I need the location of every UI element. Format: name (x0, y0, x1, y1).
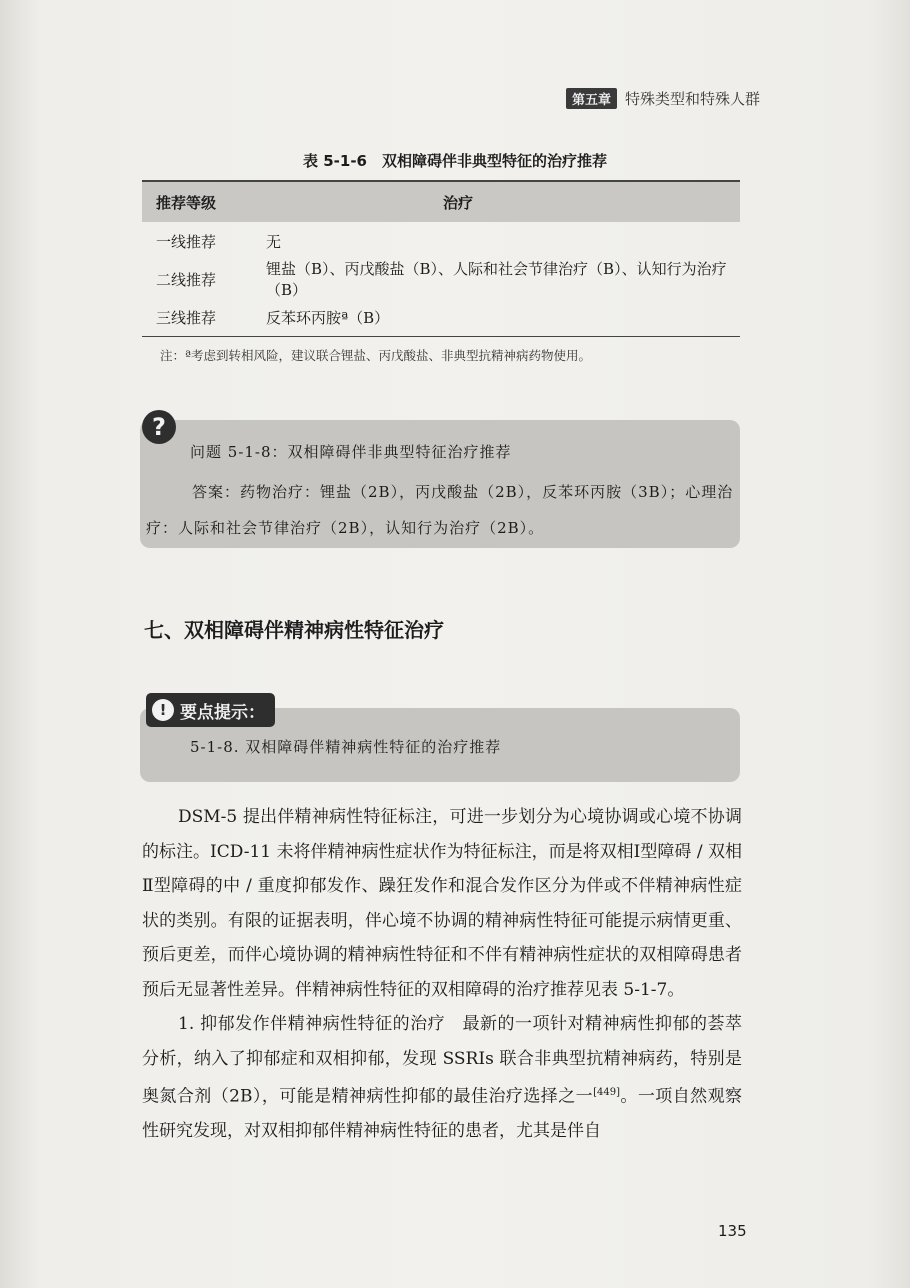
body-paragraph: DSM-5 提出伴精神病性特征标注，可进一步划分为心境协调或心境不协调的标注。ICD-11 未将伴精神病性症状作为特征标注，而是将双相Ⅰ型障碍 / 双相Ⅱ型障碍的中 / 重度抑郁发作、躁狂发作和混合发作区分为伴或不伴精神病性症状的类别。有限的证据表明，伴心境不协调的精神病性特征可能提示病情更重、预后更差，而伴心境协调的精神病性特征和不伴有精神病性症状的双相障碍患者预后无显著性差异。伴精神病性特征的双相障碍的治疗推荐见表 5-1-7。 (142, 807, 742, 1000)
chapter-tag: 第五章 (566, 88, 617, 109)
key-points-tag (146, 693, 275, 727)
table-cell-treatment: 无 (266, 232, 282, 251)
table-header-level: 推荐等级 (156, 193, 217, 212)
table-cell-level: 三线推荐 (156, 308, 217, 327)
paragraph-text: 。一项自然观察性研究发现，对双相抑郁伴精神病性特征的患者，尤其是伴自 (142, 1086, 743, 1142)
page-number: 135 (718, 1222, 747, 1240)
question-answer: 答案：药物治疗：锂盐（2B），丙戊酸盐（2B），反苯环丙胺（3B）；心理治疗：人际和社会节律治疗（2B），认知行为治疗（2B）。 (146, 483, 734, 537)
section-title: 七、双相障碍伴精神病性特征治疗 (144, 618, 444, 642)
question-mark-icon: ? (142, 410, 176, 444)
table-cell-level: 二线推荐 (156, 270, 217, 289)
table-caption: 表 5-1-6 双相障碍伴非典型特征的治疗推荐 (303, 152, 607, 170)
question-title: 问题 5-1-8：双相障碍伴非典型特征治疗推荐 (190, 443, 512, 461)
citation: [449] (593, 1087, 620, 1098)
running-head-title: 特殊类型和特殊人群 (624, 90, 760, 108)
running-head (566, 88, 760, 109)
table-header-row (142, 182, 740, 222)
table-cell-treatment: 反苯环丙胺ª（B） (266, 308, 390, 327)
table-cell-treatment: 锂盐（B）、丙戊酸盐（B）、人际和社会节律治疗（B）、认知行为治疗（B） (266, 260, 727, 299)
table-row (142, 298, 740, 336)
key-points-item: 5-1-8. 双相障碍伴精神病性特征的治疗推荐 (190, 738, 502, 756)
exclamation-icon: ! (152, 699, 174, 721)
table-row (142, 260, 740, 298)
paragraph-text: 1. 抑郁发作伴精神病性特征的治疗 最新的一项针对精神病性抑郁的荟萃分析，纳入了抑郁症和双相抑郁，发现 SSRIs 联合非典型抗精神病药，特别是奥氮合剂（2B），可能是精神病性抑郁的最佳治疗选择之一 (142, 1014, 742, 1107)
table-header-treatment: 治疗 (442, 193, 473, 212)
body-text (142, 800, 742, 1149)
recommendation-table (142, 180, 740, 337)
table-note: 注：ª考虑到转相风险，建议联合锂盐、丙戊酸盐、非典型抗精神病药物使用。 (160, 348, 591, 363)
table-cell-level: 一线推荐 (156, 232, 217, 251)
body-paragraph (142, 1007, 742, 1149)
table-row (142, 222, 740, 260)
key-points-label: 要点提示： (180, 702, 265, 723)
